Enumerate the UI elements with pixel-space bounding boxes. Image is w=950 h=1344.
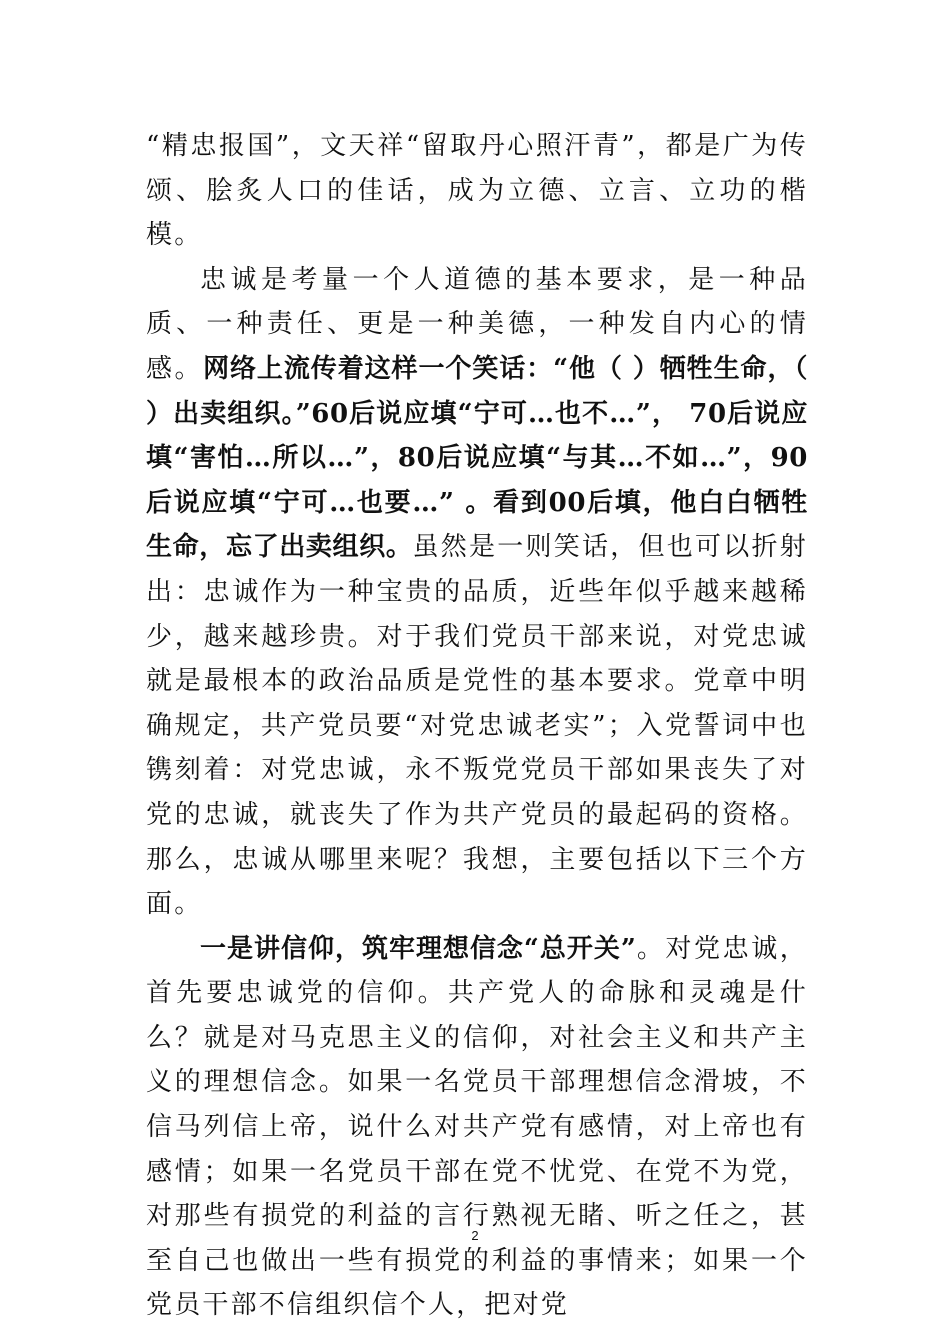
text-run: “精忠报国”，文天祥“留取丹心照汗青”，都是广为传颂、脍炙人口的佳话，成为立德、立言、立功的楷模。 (146, 131, 808, 251)
paragraph-loyalty-definition (146, 258, 808, 927)
text-run: 。对党忠诚，首先要忠诚党的信仰。共产党人的命脉和灵魂是什么？就是对马克思主义的信仰，对社会主义和共产主义的理想信念。如果一名党员干部理想信念滑坡，不信马列信上帝，说什么对共产党有感情，对上帝也有感情；如果一名党员干部在党不忧党、在党不为党，对那些有损党的利益的言行熟视无睹、听之任之，甚至自己也做出一些有损党的利益的事情来；如果一个党员干部不信组织信个人，把对党 (146, 933, 808, 1321)
document-body (146, 124, 808, 1328)
bold-text-run-joke: 网络上流传着这样一个笑话：“他（ ）牺牲生命，（ ）出卖组织。”60后说应填“宁可…也不…”， 70后说应填“害怕…所以…”，80后说应填“与其…不如…”，90后说应填“宁可…也要…” 。看到00后填，他白白牺牲生命，忘了出卖组织。 (146, 353, 808, 563)
paragraph-loyalty-examples (146, 124, 808, 258)
paragraph-point-one (146, 927, 808, 1328)
text-run: 虽然是一则笑话，但也可以折射出：忠诚作为一种宝贵的品质，近些年似乎越来越稀少，越来越珍贵。对于我们党员干部来说，对党忠诚就是最根本的政治品质是党性的基本要求。党章中明确规定，共产党员要“对党忠诚老实”；入党誓词中也镌刻着：对党忠诚，永不叛党党员干部如果丧失了对党的忠诚，就丧失了作为共产党员的最起码的资格。那么，忠诚从哪里来呢？我想，主要包括以下三个方面。 (146, 532, 808, 920)
text-run: 忠诚是考量一个人道德的基本要求，是一种品质、一种责任、更是一种美德，一种发自内心的情感。 (146, 264, 808, 384)
bold-heading-run: 一是讲信仰，筑牢理想信念“总开关” (200, 933, 637, 964)
page-number: 2 (471, 1228, 479, 1243)
